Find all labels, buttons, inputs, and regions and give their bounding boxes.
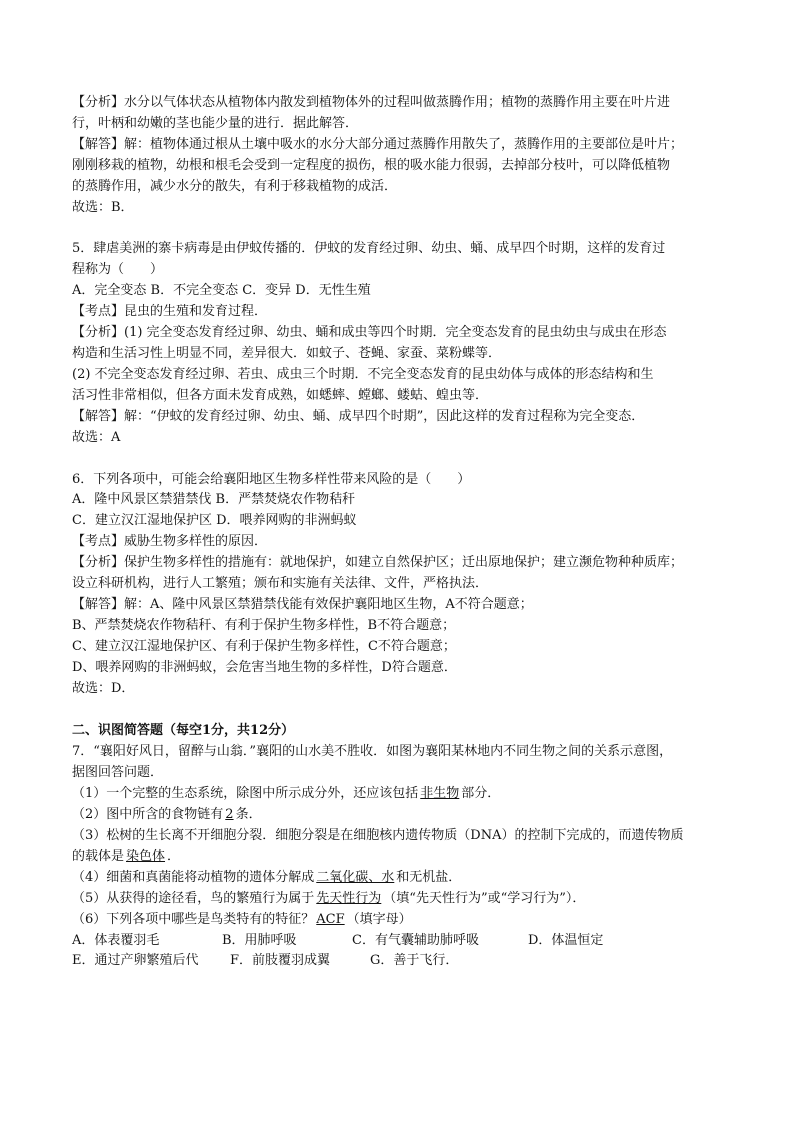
q7-part6-answer: ACF (316, 911, 345, 927)
q5-analysis-line: 活习性非常相似，但各方面未发育成熟，如蟋蟀、螳螂、蝼蛄、蝗虫等． (72, 387, 489, 403)
q5-analysis-line: 构造和生活习性上明显不同，差异很大．如蚊子、苍蝇、家蚕、菜粉蝶等． (72, 345, 502, 361)
q7-options-row (72, 951, 732, 972)
q4-choice: 故选：B． (72, 199, 134, 215)
spacer (72, 699, 732, 721)
q6-analysis-line: 设立科研机构，进行人工繁殖；颁布和实施有关法律、文件，严格执法． (72, 576, 489, 592)
q7-options-row (72, 931, 732, 952)
q7-part4-answer: 二氧化碳、水 (316, 869, 395, 885)
q7-part5 (72, 889, 732, 910)
q4-analysis-line: 行，叶柄和幼嫩的茎也能少量的进行．据此解答． (72, 115, 359, 131)
q7-stem: 据图回答问题． (72, 765, 164, 781)
q7-part4-suffix: 和无机盐． (396, 869, 462, 885)
q7-stem: 7．“襄阳好风日，留醉与山翁．”襄阳的山水美不胜收．如图为襄阳某林地内不同生物之间的关系示意图， (72, 744, 673, 760)
q5-answer: 【解答】解：“伊蚊的发育经过卵、幼虫、蛹、成早四个时期”，因此这样的发育过程称为完全变态． (72, 408, 645, 424)
q6-choice: 故选：D． (72, 680, 135, 696)
q7-option-g: G．善于飞行． (370, 953, 459, 969)
q7-option-f: F．前肢覆羽成翼 (230, 953, 331, 969)
q7-part6 (72, 910, 732, 931)
q5-analysis-line: 【分析】(1) 完全变态发育经过卵、幼虫、蛹和成虫等四个时期．完全变态发育的昆虫幼虫与成虫在形态 (72, 325, 667, 341)
q5-options: A．完全变态 B．不完全变态 C．变异 D．无性生殖 (72, 283, 371, 299)
q4-answer-line: 刚刚移栽的植物，幼根和根毛会受到一定程度的损伤，根的吸水能力很弱，去掉部分枝叶，可以降低植物 (72, 157, 671, 173)
q6-answer-line: C、建立汉江湿地保护区、有利于保护生物多样性，C不符合题意； (72, 638, 456, 654)
q5-stem: 5．肆虐美洲的寨卡病毒是由伊蚊传播的．伊蚊的发育经过卵、幼虫、蛹、成早四个时期，这样的发育过 (72, 241, 666, 257)
q6-options: C．建立汉江湿地保护区 D．喂养网购的非洲蚂蚁 (72, 513, 357, 529)
q6-options: A．隆中风景区禁猎禁伐 B．严禁焚烧农作物秸秆 (72, 492, 356, 508)
q7-part1-suffix: 部分． (461, 786, 501, 802)
section-heading: 二、识图简答题（每空1分，共12分） (72, 723, 295, 739)
q5-stem: 程称为（ ） (72, 262, 164, 278)
document-page (72, 93, 732, 972)
q6-kaodian: 【考点】威胁生物多样性的原因． (72, 534, 268, 550)
q7-part1 (72, 784, 732, 805)
q7-part3-suffix: ． (167, 848, 181, 864)
q7-part4-text: （4）细菌和真菌能将动植物的遗体分解成 (72, 869, 315, 885)
q5-analysis-line: (2) 不完全变态发育经过卵、若虫、成虫三个时期．不完全变态发育的昆虫幼体与成体的形态结构和生 (72, 366, 654, 382)
q4-analysis-line: 【分析】水分以气体状态从植物体内散发到植物体外的过程叫做蒸腾作用；植物的蒸腾作用主要在叶片进 (72, 95, 671, 110)
q6-analysis-line: 【分析】保护生物多样性的措施有：就地保护，如建立自然保护区；迁出原地保护；建立濒危物种种质库； (72, 555, 684, 571)
q7-option-b: B．用肺呼吸 (222, 932, 297, 948)
q7-option-a: A．体表覆羽毛 (72, 932, 160, 948)
q5-kaodian: 【考点】昆虫的生殖和发育过程． (72, 304, 268, 320)
q6-answer-line: 【解答】解：A、隆中风景区禁猎禁伐能有效保护襄阳地区生物，A不符合题意； (72, 596, 533, 612)
q6-stem: 6．下列各项中，可能会给襄阳地区生物多样性带来风险的是（ ） (72, 471, 471, 487)
q6-answer-line: B、严禁焚烧农作物秸秆、有利于保护生物多样性，B不符合题意； (72, 617, 456, 633)
q7-part3-line: （3）松树的生长离不开细胞分裂．细胞分裂是在细胞核内遗传物质（DNA）的控制下完成的，而遗传物质 (72, 828, 684, 843)
q7-part2-suffix: 条． (235, 807, 262, 823)
q7-part5-suffix: （填“先天性行为”或“学习行为”）． (383, 890, 586, 906)
q5-choice: 故选：A (72, 429, 121, 445)
q7-part3-text: 的载体是 (72, 848, 125, 864)
q4-answer-line: 【解答】解：植物体通过根从土壤中吸水的水分大部分通过蒸腾作用散失了，蒸腾作用的主要部位是叶片； (72, 136, 684, 152)
q7-option-d: D．体温恒定 (528, 932, 604, 948)
q7-part2 (72, 805, 732, 826)
q7-part2-answer: 2 (225, 807, 234, 823)
q7-part6-text: （6）下列各项中哪些是鸟类特有的特征？ (72, 911, 315, 927)
q7-part1-answer: 非生物 (420, 786, 460, 802)
q7-option-c: C．有气囊辅助肺呼吸 (352, 932, 479, 948)
q6-answer-line: D、喂养网购的非洲蚂蚁，会危害当地生物的多样性，D符合题意． (72, 659, 457, 675)
q7-option-e: E．通过产卵繁殖后代 (72, 953, 199, 969)
q7-part5-answer: 先天性行为 (316, 890, 382, 906)
q7-part3-answer: 染色体 (126, 848, 166, 864)
q7-part6-suffix: （填字母） (346, 911, 412, 927)
q7-part2-text: （2）图中所含的食物链有 (72, 807, 224, 823)
q7-part5-text: （5）从获得的途径看，鸟的繁殖行为属于 (72, 890, 315, 906)
q7-part4 (72, 868, 732, 889)
q4-answer-line: 的蒸腾作用，减少水分的散失，有利于移栽植物的成活． (72, 178, 398, 194)
spacer (72, 449, 732, 470)
q7-part1-text: （1）一个完整的生态系统，除图中所示成分外，还应该包括 (72, 786, 419, 802)
q7-part3 (72, 847, 732, 868)
spacer (72, 218, 732, 239)
